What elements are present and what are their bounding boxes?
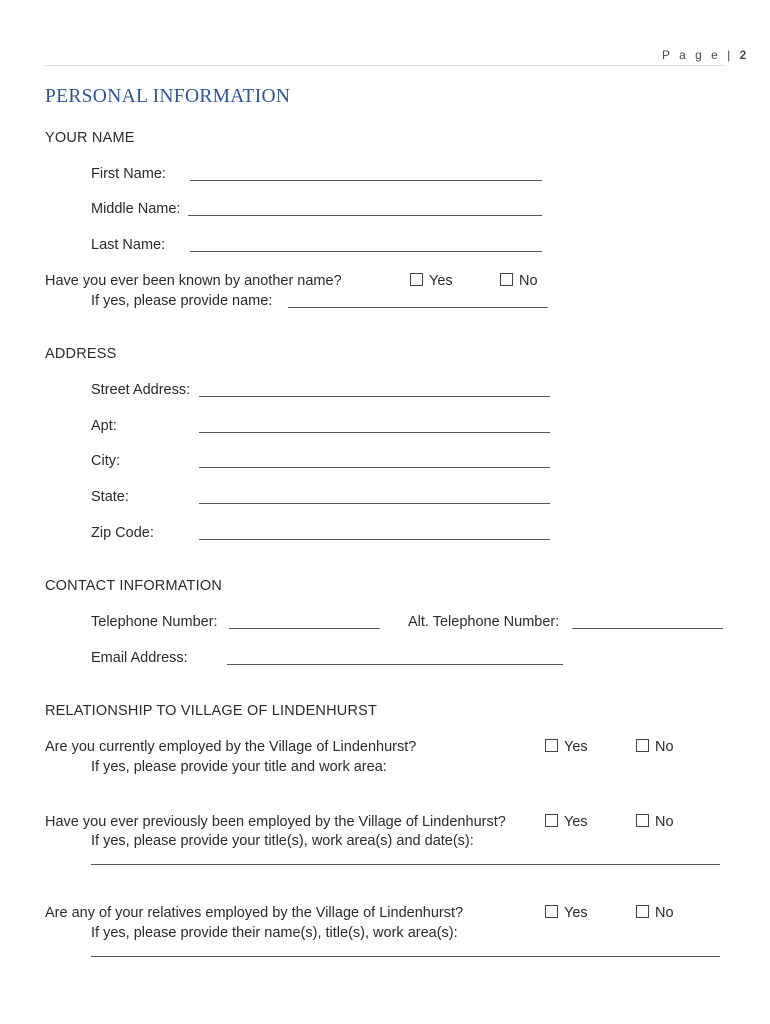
previous-employment-question: Have you ever previously been employed by the Village of Lindenhurst?: [45, 814, 506, 830]
no-label: No: [655, 739, 674, 755]
phone-label: Telephone Number:: [91, 614, 218, 630]
page-title: PERSONAL INFORMATION: [45, 86, 291, 107]
relatives-employment-no-option[interactable]: [636, 904, 674, 922]
section-heading-name: YOUR NAME: [45, 130, 135, 146]
previous-employment-followup: If yes, please provide your title(s), work area(s) and date(s):: [91, 833, 474, 849]
street-field[interactable]: [199, 396, 550, 397]
yes-label: Yes: [564, 814, 588, 830]
last-name-label: Last Name:: [91, 237, 166, 253]
checkbox-icon[interactable]: [410, 273, 423, 286]
other-name-followup: If yes, please provide name:: [91, 293, 273, 309]
page-label: P a g e |: [662, 48, 734, 62]
checkbox-icon[interactable]: [636, 814, 649, 827]
yes-label: Yes: [564, 739, 588, 755]
alt-phone-label: Alt. Telephone Number:: [408, 614, 560, 630]
zip-field[interactable]: [199, 539, 550, 540]
checkbox-icon[interactable]: [545, 814, 558, 827]
no-label: No: [655, 905, 674, 921]
yes-label: Yes: [564, 905, 588, 921]
city-label: City:: [91, 453, 120, 469]
last-name-field[interactable]: [190, 251, 542, 252]
other-name-yes-option[interactable]: [410, 272, 453, 290]
email-field[interactable]: [227, 664, 563, 665]
page-number: 2: [739, 48, 747, 62]
current-employment-yes-option[interactable]: [545, 738, 588, 756]
alt-phone-field[interactable]: [572, 628, 723, 629]
middle-name-field[interactable]: [188, 215, 542, 216]
previous-employment-field[interactable]: [91, 864, 720, 865]
checkbox-icon[interactable]: [636, 905, 649, 918]
checkbox-icon[interactable]: [545, 905, 558, 918]
apt-field[interactable]: [199, 432, 550, 433]
checkbox-icon[interactable]: [500, 273, 513, 286]
zip-label: Zip Code:: [91, 525, 154, 541]
section-heading-address: ADDRESS: [45, 346, 117, 362]
state-label: State:: [91, 489, 129, 505]
header-rule: [45, 65, 725, 66]
first-name-label: First Name:: [91, 166, 166, 182]
relatives-employment-yes-option[interactable]: [545, 904, 588, 922]
page-number-header: [662, 48, 746, 62]
current-employment-followup: If yes, please provide your title and work area:: [91, 759, 387, 775]
checkbox-icon[interactable]: [636, 739, 649, 752]
phone-field[interactable]: [229, 628, 380, 629]
checkbox-icon[interactable]: [545, 739, 558, 752]
previous-employment-no-option[interactable]: [636, 813, 674, 831]
relatives-employment-followup: If yes, please provide their name(s), title(s), work area(s):: [91, 925, 458, 941]
first-name-field[interactable]: [190, 180, 542, 181]
middle-name-label: Middle Name:: [91, 201, 181, 217]
street-label: Street Address:: [91, 382, 191, 398]
state-field[interactable]: [199, 503, 550, 504]
no-label: No: [655, 814, 674, 830]
other-name-question: Have you ever been known by another name?: [45, 273, 342, 289]
apt-label: Apt:: [91, 418, 117, 434]
relatives-employment-question: Are any of your relatives employed by the Village of Lindenhurst?: [45, 905, 464, 921]
city-field[interactable]: [199, 467, 550, 468]
section-heading-contact: CONTACT INFORMATION: [45, 578, 222, 594]
email-label: Email Address:: [91, 650, 188, 666]
other-name-no-option[interactable]: [500, 272, 538, 290]
current-employment-question: Are you currently employed by the Village of Lindenhurst?: [45, 739, 417, 755]
yes-label: Yes: [429, 273, 453, 289]
relatives-employment-field[interactable]: [91, 956, 720, 957]
previous-employment-yes-option[interactable]: [545, 813, 588, 831]
section-heading-relationship: RELATIONSHIP TO VILLAGE OF LINDENHURST: [45, 703, 378, 719]
current-employment-no-option[interactable]: [636, 738, 674, 756]
no-label: No: [519, 273, 538, 289]
other-name-field[interactable]: [288, 307, 548, 308]
